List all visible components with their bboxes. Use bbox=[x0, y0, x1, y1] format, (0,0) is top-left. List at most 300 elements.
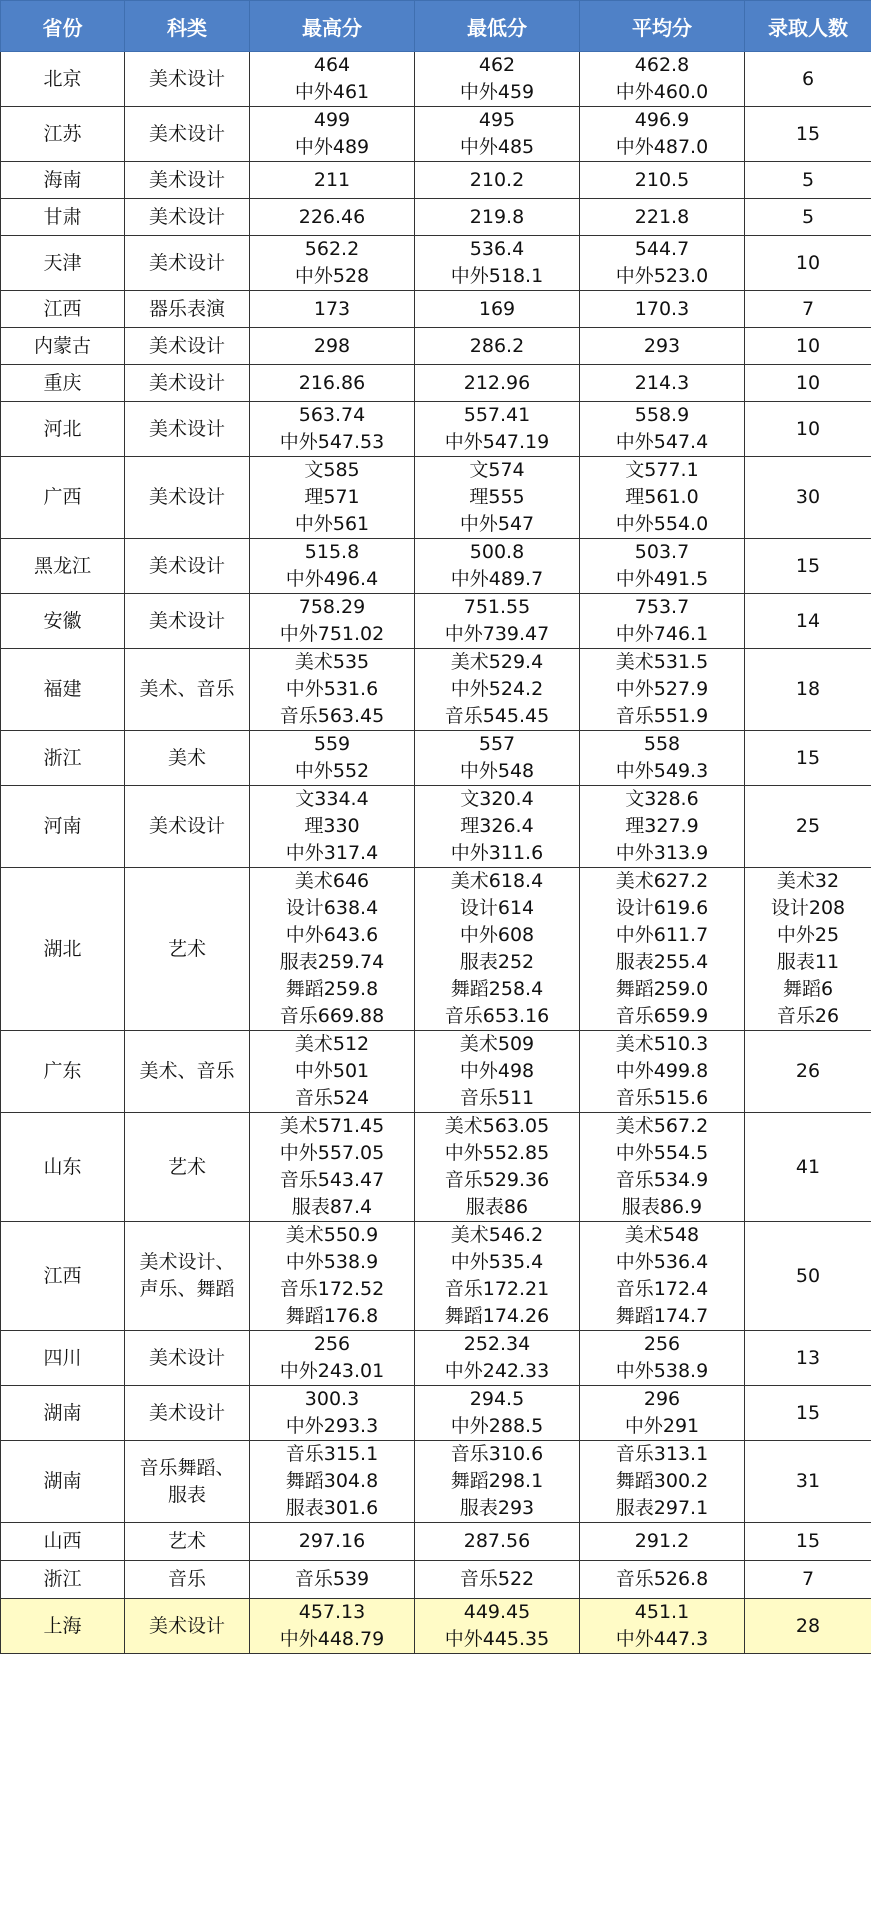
cell-min-score bbox=[415, 1113, 580, 1222]
cell-line: 中外496.4 bbox=[285, 568, 379, 590]
cell-line: 美术563.05 bbox=[444, 1115, 550, 1137]
cell-min-score bbox=[415, 236, 580, 291]
cell-line: 美术546.2 bbox=[450, 1224, 544, 1246]
cell-line: 理327.9 bbox=[625, 815, 699, 837]
cell-line: 理561.0 bbox=[625, 486, 699, 508]
cell-line: 中外547.4 bbox=[615, 431, 709, 453]
cell-line: 中外487.0 bbox=[615, 136, 709, 158]
cell-province: 甘肃 bbox=[1, 199, 125, 236]
cell-line: 中外528 bbox=[294, 265, 370, 287]
cell-province: 江西 bbox=[1, 291, 125, 328]
cell-line: 服表11 bbox=[776, 951, 840, 973]
cell-line: 499 bbox=[313, 109, 351, 131]
cell-line: 中外739.47 bbox=[444, 623, 550, 645]
cell-line: 31 bbox=[795, 1470, 821, 1492]
cell-admitted-count bbox=[745, 199, 871, 236]
cell-line: 中外561 bbox=[294, 513, 370, 535]
cell-line: 7 bbox=[801, 297, 815, 320]
cell-line: 212.96 bbox=[463, 371, 531, 394]
header-max-score: 最高分 bbox=[250, 1, 415, 52]
cell-line: 舞蹈304.8 bbox=[285, 1470, 379, 1492]
cell-min-score bbox=[415, 731, 580, 786]
cell-max-score bbox=[250, 786, 415, 868]
cell-avg-score bbox=[580, 328, 745, 365]
table-row bbox=[1, 649, 871, 731]
cell-avg-score bbox=[580, 1222, 745, 1331]
cell-line: 设计614 bbox=[459, 897, 535, 919]
cell-line: 音乐26 bbox=[776, 1005, 840, 1027]
cell-line: 10 bbox=[795, 334, 821, 357]
table-row bbox=[1, 594, 871, 649]
cell-max-score bbox=[250, 649, 415, 731]
cell-avg-score bbox=[580, 1331, 745, 1386]
table-row bbox=[1, 539, 871, 594]
cell-line: 美术529.4 bbox=[450, 651, 544, 673]
cell-province: 湖南 bbox=[1, 1441, 125, 1523]
cell-line: 美术 bbox=[167, 746, 206, 769]
cell-line: 25 bbox=[795, 815, 821, 837]
cell-line: 美术设计 bbox=[148, 417, 225, 440]
cell-line: 美术设计 bbox=[148, 1614, 225, 1637]
cell-subject bbox=[125, 199, 250, 236]
cell-line: 音乐534.9 bbox=[615, 1169, 709, 1191]
cell-min-score bbox=[415, 1222, 580, 1331]
cell-max-score bbox=[250, 731, 415, 786]
cell-line: 451.1 bbox=[634, 1601, 690, 1623]
cell-province: 山东 bbox=[1, 1113, 125, 1222]
cell-line: 中外485 bbox=[459, 136, 535, 158]
cell-subject bbox=[125, 1561, 250, 1599]
cell-line: 5 bbox=[801, 205, 815, 228]
cell-line: 文328.6 bbox=[625, 788, 699, 810]
cell-line: 中外524.2 bbox=[450, 678, 544, 700]
cell-max-score bbox=[250, 868, 415, 1031]
cell-province: 安徽 bbox=[1, 594, 125, 649]
cell-avg-score bbox=[580, 731, 745, 786]
cell-line: 中外288.5 bbox=[450, 1415, 544, 1437]
cell-line: 美术设计 bbox=[148, 1401, 225, 1424]
cell-admitted-count bbox=[745, 1523, 871, 1561]
cell-line: 中外557.05 bbox=[279, 1142, 385, 1164]
cell-line: 中外242.33 bbox=[444, 1360, 550, 1382]
cell-min-score bbox=[415, 52, 580, 107]
cell-line: 10 bbox=[795, 371, 821, 394]
cell-max-score bbox=[250, 291, 415, 328]
cell-line: 音乐659.9 bbox=[615, 1005, 709, 1027]
cell-province: 浙江 bbox=[1, 731, 125, 786]
cell-min-score bbox=[415, 1331, 580, 1386]
cell-line: 293 bbox=[643, 334, 681, 357]
cell-max-score bbox=[250, 162, 415, 199]
header-row bbox=[1, 1, 871, 52]
cell-line: 美术设计 bbox=[148, 67, 225, 90]
table-row bbox=[1, 1523, 871, 1561]
cell-line: 音乐543.47 bbox=[279, 1169, 385, 1191]
cell-min-score bbox=[415, 649, 580, 731]
cell-province: 湖北 bbox=[1, 868, 125, 1031]
cell-line: 753.7 bbox=[634, 596, 690, 618]
header-avg-score: 平均分 bbox=[580, 1, 745, 52]
cell-avg-score bbox=[580, 52, 745, 107]
cell-max-score bbox=[250, 1113, 415, 1222]
cell-min-score bbox=[415, 162, 580, 199]
cell-line: 中外554.0 bbox=[615, 513, 709, 535]
cell-avg-score bbox=[580, 594, 745, 649]
cell-line: 音乐653.16 bbox=[444, 1005, 550, 1027]
cell-line: 10 bbox=[795, 417, 821, 440]
cell-max-score bbox=[250, 457, 415, 539]
cell-line: 美术设计 bbox=[148, 554, 225, 577]
cell-line: 中外547.53 bbox=[279, 431, 385, 453]
cell-line: 舞蹈298.1 bbox=[450, 1470, 544, 1492]
cell-admitted-count bbox=[745, 1386, 871, 1441]
cell-min-score bbox=[415, 1523, 580, 1561]
cell-line: 美术设计 bbox=[148, 815, 225, 837]
cell-line: 中外499.8 bbox=[615, 1060, 709, 1082]
cell-line: 音乐529.36 bbox=[444, 1169, 550, 1191]
cell-min-score bbox=[415, 786, 580, 868]
cell-line: 216.86 bbox=[298, 371, 366, 394]
cell-subject bbox=[125, 1331, 250, 1386]
cell-min-score bbox=[415, 1386, 580, 1441]
cell-province: 四川 bbox=[1, 1331, 125, 1386]
cell-min-score bbox=[415, 402, 580, 457]
table-row bbox=[1, 1222, 871, 1331]
cell-line: 558.9 bbox=[634, 404, 690, 426]
cell-line: 6 bbox=[801, 67, 815, 90]
cell-line: 音乐 bbox=[167, 1568, 206, 1590]
cell-line: 中外293.3 bbox=[285, 1415, 379, 1437]
cell-line: 536.4 bbox=[469, 238, 525, 260]
header-admitted-count: 录取人数 bbox=[745, 1, 871, 52]
table-row bbox=[1, 199, 871, 236]
cell-subject bbox=[125, 1386, 250, 1441]
cell-subject bbox=[125, 162, 250, 199]
cell-line: 音乐524 bbox=[294, 1087, 370, 1109]
cell-line: 544.7 bbox=[634, 238, 690, 260]
cell-line: 751.55 bbox=[463, 596, 531, 618]
cell-line: 500.8 bbox=[469, 541, 525, 563]
cell-line: 252.34 bbox=[463, 1333, 531, 1355]
cell-avg-score bbox=[580, 1113, 745, 1222]
cell-line: 声乐、舞蹈 bbox=[139, 1278, 235, 1300]
cell-line: 美术510.3 bbox=[615, 1033, 709, 1055]
cell-line: 211 bbox=[313, 168, 351, 191]
cell-avg-score bbox=[580, 199, 745, 236]
cell-subject bbox=[125, 291, 250, 328]
cell-line: 286.2 bbox=[469, 334, 525, 357]
cell-admitted-count bbox=[745, 1599, 871, 1654]
cell-subject bbox=[125, 731, 250, 786]
header-province: 省份 bbox=[1, 1, 125, 52]
cell-min-score bbox=[415, 328, 580, 365]
cell-line: 音乐172.4 bbox=[615, 1278, 709, 1300]
cell-line: 音乐172.21 bbox=[444, 1278, 550, 1300]
cell-province: 黑龙江 bbox=[1, 539, 125, 594]
cell-max-score bbox=[250, 539, 415, 594]
cell-subject bbox=[125, 1523, 250, 1561]
table-row bbox=[1, 291, 871, 328]
cell-line: 音乐511 bbox=[459, 1087, 535, 1109]
cell-admitted-count bbox=[745, 868, 871, 1031]
cell-line: 音乐522 bbox=[459, 1568, 535, 1590]
cell-line: 214.3 bbox=[634, 371, 690, 394]
cell-line: 美术550.9 bbox=[285, 1224, 379, 1246]
cell-line: 219.8 bbox=[469, 205, 525, 228]
cell-province: 湖南 bbox=[1, 1386, 125, 1441]
cell-line: 舞蹈259.0 bbox=[615, 978, 709, 1000]
cell-line: 15 bbox=[795, 122, 821, 145]
table-row bbox=[1, 1599, 871, 1654]
cell-max-score bbox=[250, 1523, 415, 1561]
cell-admitted-count bbox=[745, 162, 871, 199]
cell-avg-score bbox=[580, 1386, 745, 1441]
cell-line: 中外25 bbox=[776, 924, 840, 946]
cell-line: 中外317.4 bbox=[285, 842, 379, 864]
cell-line: 中外552 bbox=[294, 760, 370, 782]
cell-line: 297.16 bbox=[298, 1530, 366, 1552]
cell-line: 服表255.4 bbox=[615, 951, 709, 973]
cell-max-score bbox=[250, 1222, 415, 1331]
cell-line: 558 bbox=[643, 733, 681, 755]
cell-province: 内蒙古 bbox=[1, 328, 125, 365]
cell-line: 中外518.1 bbox=[450, 265, 544, 287]
table-row bbox=[1, 1561, 871, 1599]
cell-line: 287.56 bbox=[463, 1530, 531, 1552]
cell-line: 28 bbox=[795, 1614, 821, 1637]
cell-line: 美术618.4 bbox=[450, 870, 544, 892]
cell-avg-score bbox=[580, 291, 745, 328]
cell-admitted-count bbox=[745, 1113, 871, 1222]
cell-line: 300.3 bbox=[304, 1388, 360, 1410]
cell-province: 江西 bbox=[1, 1222, 125, 1331]
cell-subject bbox=[125, 1441, 250, 1523]
cell-line: 艺术 bbox=[167, 1530, 206, 1552]
cell-line: 服表293 bbox=[459, 1497, 535, 1519]
cell-line: 设计638.4 bbox=[285, 897, 379, 919]
cell-admitted-count bbox=[745, 365, 871, 402]
cell-admitted-count bbox=[745, 539, 871, 594]
cell-line: 美术627.2 bbox=[615, 870, 709, 892]
cell-max-score bbox=[250, 1441, 415, 1523]
cell-avg-score bbox=[580, 457, 745, 539]
cell-province: 山西 bbox=[1, 1523, 125, 1561]
cell-avg-score bbox=[580, 162, 745, 199]
cell-line: 496.9 bbox=[634, 109, 690, 131]
cell-line: 中外643.6 bbox=[285, 924, 379, 946]
cell-admitted-count bbox=[745, 236, 871, 291]
cell-subject bbox=[125, 786, 250, 868]
cell-line: 艺术 bbox=[167, 1155, 206, 1178]
cell-line: 器乐表演 bbox=[148, 297, 225, 320]
cell-line: 服表86 bbox=[465, 1196, 529, 1218]
cell-line: 音乐669.88 bbox=[279, 1005, 385, 1027]
table-row bbox=[1, 162, 871, 199]
cell-line: 舞蹈300.2 bbox=[615, 1470, 709, 1492]
cell-line: 舞蹈259.8 bbox=[285, 978, 379, 1000]
cell-min-score bbox=[415, 1599, 580, 1654]
cell-line: 美术设计 bbox=[148, 371, 225, 394]
cell-line: 15 bbox=[795, 1401, 821, 1424]
cell-admitted-count bbox=[745, 594, 871, 649]
table-row bbox=[1, 1386, 871, 1441]
cell-line: 中外448.79 bbox=[279, 1628, 385, 1650]
table-row bbox=[1, 1441, 871, 1523]
cell-line: 理555 bbox=[469, 486, 525, 508]
cell-avg-score bbox=[580, 107, 745, 162]
header-subject: 科类 bbox=[125, 1, 250, 52]
cell-subject bbox=[125, 365, 250, 402]
cell-line: 服表259.74 bbox=[279, 951, 385, 973]
cell-line: 美术512 bbox=[294, 1033, 370, 1055]
cell-avg-score bbox=[580, 1599, 745, 1654]
cell-line: 30 bbox=[795, 486, 821, 508]
cell-line: 中外459 bbox=[459, 81, 535, 103]
table-row bbox=[1, 365, 871, 402]
cell-line: 中外527.9 bbox=[615, 678, 709, 700]
cell-min-score bbox=[415, 1441, 580, 1523]
cell-admitted-count bbox=[745, 328, 871, 365]
cell-province: 上海 bbox=[1, 1599, 125, 1654]
cell-line: 5 bbox=[801, 168, 815, 191]
cell-line: 中外611.7 bbox=[615, 924, 709, 946]
cell-line: 503.7 bbox=[634, 541, 690, 563]
cell-min-score bbox=[415, 868, 580, 1031]
cell-line: 10 bbox=[795, 251, 821, 274]
cell-max-score bbox=[250, 1386, 415, 1441]
cell-line: 210.5 bbox=[634, 168, 690, 191]
cell-line: 音乐舞蹈、 bbox=[139, 1456, 235, 1479]
cell-max-score bbox=[250, 199, 415, 236]
cell-line: 中外536.4 bbox=[615, 1251, 709, 1273]
cell-line: 文577.1 bbox=[625, 459, 699, 481]
table-row bbox=[1, 1331, 871, 1386]
cell-avg-score bbox=[580, 649, 745, 731]
cell-line: 中外538.9 bbox=[615, 1360, 709, 1382]
cell-line: 美术571.45 bbox=[279, 1115, 385, 1137]
cell-avg-score bbox=[580, 1523, 745, 1561]
cell-line: 美术设计 bbox=[148, 251, 225, 274]
cell-min-score bbox=[415, 107, 580, 162]
cell-line: 美术548 bbox=[624, 1224, 700, 1246]
cell-line: 服表86.9 bbox=[621, 1196, 703, 1218]
cell-line: 中外552.85 bbox=[444, 1142, 550, 1164]
cell-admitted-count bbox=[745, 1222, 871, 1331]
cell-line: 理571 bbox=[304, 486, 360, 508]
table-row bbox=[1, 107, 871, 162]
cell-line: 文320.4 bbox=[460, 788, 534, 810]
cell-line: 美术设计 bbox=[148, 168, 225, 191]
cell-line: 中外498 bbox=[459, 1060, 535, 1082]
cell-avg-score bbox=[580, 236, 745, 291]
cell-max-score bbox=[250, 1031, 415, 1113]
cell-line: 舞蹈174.26 bbox=[444, 1305, 550, 1327]
cell-line: 41 bbox=[795, 1155, 821, 1178]
cell-admitted-count bbox=[745, 52, 871, 107]
cell-line: 中外291 bbox=[624, 1415, 700, 1437]
table-row bbox=[1, 1113, 871, 1222]
cell-max-score bbox=[250, 594, 415, 649]
cell-line: 中外460.0 bbox=[615, 81, 709, 103]
cell-max-score bbox=[250, 236, 415, 291]
cell-admitted-count bbox=[745, 649, 871, 731]
cell-province: 重庆 bbox=[1, 365, 125, 402]
cell-subject bbox=[125, 236, 250, 291]
cell-max-score bbox=[250, 52, 415, 107]
cell-line: 中外746.1 bbox=[615, 623, 709, 645]
cell-line: 226.46 bbox=[298, 205, 366, 228]
table-row bbox=[1, 402, 871, 457]
cell-line: 中外549.3 bbox=[615, 760, 709, 782]
cell-line: 中外489.7 bbox=[450, 568, 544, 590]
cell-subject bbox=[125, 107, 250, 162]
cell-line: 理326.4 bbox=[460, 815, 534, 837]
cell-line: 中外531.6 bbox=[285, 678, 379, 700]
cell-admitted-count bbox=[745, 731, 871, 786]
cell-admitted-count bbox=[745, 291, 871, 328]
cell-line: 495 bbox=[478, 109, 516, 131]
cell-line: 服表252 bbox=[459, 951, 535, 973]
cell-line: 美术509 bbox=[459, 1033, 535, 1055]
cell-line: 美术设计 bbox=[148, 122, 225, 145]
cell-line: 559 bbox=[313, 733, 351, 755]
cell-avg-score bbox=[580, 539, 745, 594]
cell-admitted-count bbox=[745, 107, 871, 162]
cell-line: 服表301.6 bbox=[285, 1497, 379, 1519]
cell-province: 浙江 bbox=[1, 1561, 125, 1599]
cell-line: 美术646 bbox=[294, 870, 370, 892]
cell-line: 462 bbox=[478, 54, 516, 76]
cell-line: 舞蹈6 bbox=[782, 978, 834, 1000]
table-row bbox=[1, 457, 871, 539]
cell-line: 美术535 bbox=[294, 651, 370, 673]
cell-line: 美术、音乐 bbox=[139, 1060, 235, 1082]
cell-line: 美术设计、 bbox=[139, 1251, 235, 1273]
cell-line: 515.8 bbox=[304, 541, 360, 563]
cell-subject bbox=[125, 649, 250, 731]
cell-admitted-count bbox=[745, 786, 871, 868]
cell-line: 美术531.5 bbox=[615, 651, 709, 673]
cell-line: 173 bbox=[313, 297, 351, 320]
cell-line: 舞蹈174.7 bbox=[615, 1305, 709, 1327]
cell-line: 中外608 bbox=[459, 924, 535, 946]
cell-line: 464 bbox=[313, 54, 351, 76]
cell-line: 音乐515.6 bbox=[615, 1087, 709, 1109]
cell-line: 758.29 bbox=[298, 596, 366, 618]
cell-max-score bbox=[250, 1561, 415, 1599]
cell-line: 294.5 bbox=[469, 1388, 525, 1410]
cell-line: 音乐551.9 bbox=[615, 705, 709, 727]
cell-avg-score bbox=[580, 1441, 745, 1523]
cell-subject bbox=[125, 1113, 250, 1222]
cell-line: 服表297.1 bbox=[615, 1497, 709, 1519]
cell-subject bbox=[125, 328, 250, 365]
cell-line: 298 bbox=[313, 334, 351, 357]
table-row bbox=[1, 52, 871, 107]
cell-subject bbox=[125, 1031, 250, 1113]
cell-line: 170.3 bbox=[634, 297, 690, 320]
cell-line: 音乐315.1 bbox=[285, 1443, 379, 1465]
cell-province: 北京 bbox=[1, 52, 125, 107]
cell-line: 音乐313.1 bbox=[615, 1443, 709, 1465]
cell-line: 服表 bbox=[167, 1483, 206, 1506]
cell-admitted-count bbox=[745, 457, 871, 539]
cell-line: 221.8 bbox=[634, 205, 690, 228]
cell-province: 广东 bbox=[1, 1031, 125, 1113]
cell-admitted-count bbox=[745, 402, 871, 457]
cell-line: 服表87.4 bbox=[291, 1196, 373, 1218]
cell-line: 美术设计 bbox=[148, 334, 225, 357]
